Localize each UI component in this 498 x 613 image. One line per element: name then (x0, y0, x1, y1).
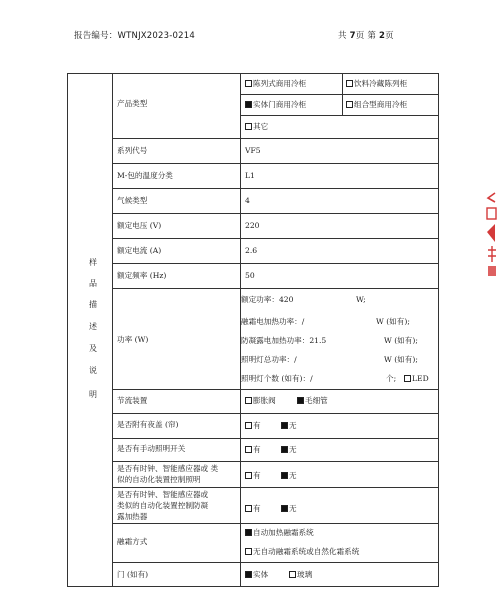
m-pack-class-value: L1 (245, 171, 255, 180)
option-no[interactable] (281, 421, 297, 431)
manual-light-label: 是否有手动照明开关 (117, 444, 186, 453)
option-solid-door-cabinet[interactable] (245, 100, 306, 110)
rated-current-label: 额定电流 (A) (117, 246, 162, 255)
series-code-value: VF5 (245, 146, 261, 155)
option-no[interactable] (281, 471, 297, 481)
option-label: LED (412, 374, 429, 383)
option-yes[interactable] (245, 471, 261, 481)
rated-frequency-value: 50 (245, 271, 255, 280)
climate-type-value: 4 (245, 196, 250, 205)
row-line (112, 562, 439, 563)
table-border-right (438, 73, 439, 587)
checkbox-icon[interactable] (245, 446, 252, 453)
option-label: 玻璃 (297, 570, 313, 579)
option-label: 无 (289, 471, 297, 480)
night-curtain-label: 是否附有夜盖 (帘) (117, 420, 179, 429)
option-yes[interactable] (245, 504, 261, 514)
option-label: 毛细管 (305, 396, 328, 405)
power-lamp-count-unit: 个; (386, 374, 397, 383)
row-line (112, 213, 439, 214)
option-label: 膨胀阀 (253, 396, 276, 405)
option-natural-defrost[interactable] (245, 547, 359, 557)
side-char: 描 (89, 300, 97, 309)
auto-light-label-line2: 似的自动化装置控制照明 (117, 475, 201, 484)
option-beverage-cabinet[interactable] (346, 79, 407, 89)
checkbox-icon[interactable] (245, 123, 252, 130)
checkbox-icon[interactable] (404, 375, 411, 382)
power-defrost-text: 融霜电加热功率：/ (241, 317, 305, 326)
row-line (112, 238, 439, 239)
option-glass-door[interactable] (289, 570, 312, 580)
auto-light-label-line1: 是否有时钟、智能感应器或 类 (117, 464, 219, 473)
option-solid-door[interactable] (245, 570, 268, 580)
side-char: 样 (89, 258, 97, 267)
checkbox-icon[interactable] (245, 472, 252, 479)
product-type-label: 产品类型 (117, 99, 148, 108)
option-no[interactable] (281, 445, 297, 455)
rated-current-value: 2.6 (245, 246, 258, 255)
option-yes[interactable] (245, 445, 261, 455)
option-label: 陈列式商用冷柜 (253, 79, 307, 88)
option-label: 有 (253, 445, 261, 454)
option-no[interactable] (281, 504, 297, 514)
row-line (112, 438, 439, 439)
seal-stamp-icon (484, 190, 498, 280)
option-combined-cabinet[interactable] (346, 100, 407, 110)
option-yes[interactable] (245, 421, 261, 431)
side-char: 说 (89, 366, 97, 375)
option-label: 饮料冷藏陈列柜 (354, 79, 408, 88)
table-border-bottom (67, 586, 439, 587)
page-info (338, 29, 394, 41)
row-line (240, 94, 439, 95)
defrost-label: 融霜方式 (117, 537, 148, 546)
table-divider-pt2 (342, 94, 343, 115)
page-total: 7 (349, 31, 356, 41)
door-label: 门 (如有) (117, 570, 149, 579)
m-pack-class-label: M-包的温度分类 (117, 171, 173, 180)
auto-heater-label-line3: 露加热器 (117, 512, 148, 521)
report-number-value: WTNJX2023-0214 (117, 31, 195, 41)
checkbox-icon[interactable] (245, 505, 252, 512)
page-info-pre: 共 (338, 31, 347, 41)
checkbox-checked-icon[interactable] (281, 446, 288, 453)
option-label: 无 (289, 421, 297, 430)
page-info-mid: 页 第 (355, 31, 377, 41)
option-capillary[interactable] (297, 396, 328, 406)
side-char: 品 (89, 279, 97, 288)
report-number-label: 报告编号： (74, 31, 118, 41)
page-current: 2 (378, 31, 386, 41)
table-divider-side (112, 73, 113, 587)
power-lighting-unit: W (如有); (384, 355, 418, 364)
report-number (74, 29, 195, 41)
checkbox-icon[interactable] (245, 422, 252, 429)
checkbox-checked-icon[interactable] (245, 101, 252, 108)
row-line (112, 138, 439, 139)
power-lamp-count-text: 照明灯个数 (如有)：/ (241, 374, 313, 383)
power-label: 功率 (W) (117, 335, 149, 344)
power-anticondensation-unit: W (如有); (384, 336, 418, 345)
auto-heater-label-line2: 类似的自动化装置控制防凝 (117, 501, 209, 510)
checkbox-icon[interactable] (346, 80, 353, 87)
side-char: 述 (89, 322, 97, 331)
power-defrost-unit: W (如有); (376, 317, 410, 326)
power-rated-unit: W; (356, 295, 366, 304)
option-display-cabinet[interactable] (245, 79, 306, 89)
table-border-left (67, 73, 68, 587)
checkbox-icon[interactable] (245, 397, 252, 404)
option-label: 有 (253, 504, 261, 513)
table-border-top (67, 73, 439, 74)
checkbox-icon[interactable] (346, 101, 353, 108)
row-line (240, 115, 439, 116)
checkbox-icon[interactable] (289, 571, 296, 578)
rated-voltage-label: 额定电压 (V) (117, 221, 162, 230)
option-expansion-valve[interactable] (245, 396, 276, 406)
row-line (112, 263, 439, 264)
climate-type-label: 气候类型 (117, 196, 148, 205)
row-line (112, 288, 439, 289)
option-label: 无 (289, 445, 297, 454)
series-code-label: 系列代号 (117, 146, 148, 155)
option-label: 无自动融霜系统或自然化霜系统 (253, 547, 360, 556)
power-anticondensation-text: 防凝露电加热功率：21.5 (241, 336, 327, 345)
table-divider-label (240, 73, 241, 587)
table-divider-pt1 (342, 73, 343, 94)
checkbox-icon[interactable] (245, 548, 252, 555)
row-line (112, 389, 439, 390)
option-label: 实体门商用冷柜 (253, 100, 307, 109)
row-line (112, 523, 439, 524)
power-rated-text: 额定功率：420 (241, 295, 294, 304)
checkbox-icon[interactable] (245, 80, 252, 87)
checkbox-checked-icon[interactable] (281, 472, 288, 479)
throttle-label: 节流装置 (117, 396, 148, 405)
option-label: 其它 (253, 122, 269, 131)
checkbox-checked-icon[interactable] (245, 571, 252, 578)
page-info-post: 页 (385, 31, 394, 41)
option-label: 无 (289, 504, 297, 513)
rated-voltage-value: 220 (245, 221, 260, 230)
checkbox-checked-icon[interactable] (281, 505, 288, 512)
side-char: 及 (89, 344, 97, 353)
option-label: 组合型商用冷柜 (354, 100, 408, 109)
option-other[interactable] (245, 122, 268, 132)
option-label: 有 (253, 421, 261, 430)
power-lighting-text: 照明灯总功率：/ (241, 355, 297, 364)
row-line (112, 461, 439, 462)
row-line (112, 413, 439, 414)
row-line (112, 188, 439, 189)
auto-heater-label-line1: 是否有时钟、智能感应器或 (117, 490, 209, 499)
row-line (112, 163, 439, 164)
checkbox-checked-icon[interactable] (245, 529, 252, 536)
option-auto-defrost[interactable] (245, 528, 314, 538)
option-label: 有 (253, 471, 261, 480)
option-label: 实体 (253, 570, 269, 579)
rated-frequency-label: 额定频率 (Hz) (117, 271, 167, 280)
side-char: 明 (89, 390, 97, 399)
option-label: 自动加热融霜系统 (253, 528, 314, 537)
row-line (112, 487, 439, 488)
option-led[interactable] (404, 374, 429, 384)
checkbox-checked-icon[interactable] (297, 397, 304, 404)
checkbox-checked-icon[interactable] (281, 422, 288, 429)
